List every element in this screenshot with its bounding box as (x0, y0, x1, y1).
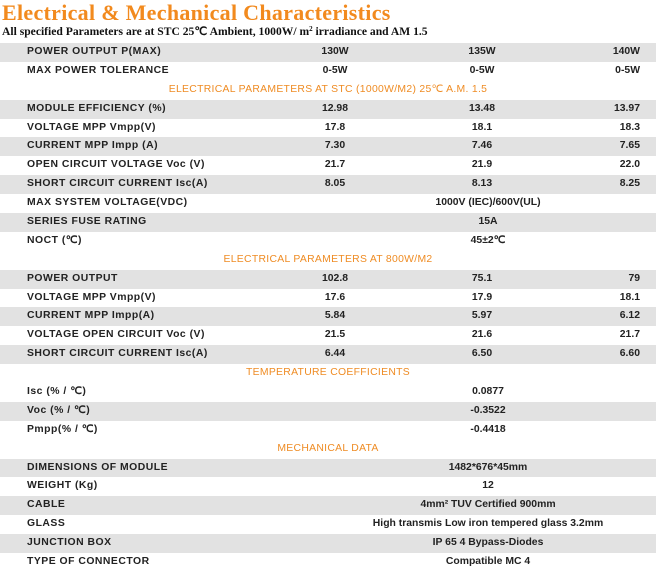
spec-value-1: 17.6 (324, 291, 346, 303)
spec-row (0, 100, 656, 119)
spec-value-shared: 0.0877 (472, 386, 504, 398)
spec-row (0, 345, 656, 364)
spec-row (0, 194, 656, 213)
spec-row (0, 270, 656, 289)
spec-value-1: 7.30 (324, 140, 346, 152)
spec-label: MAX POWER TOLERANCE (27, 64, 170, 76)
spec-label: SERIES FUSE RATING (27, 216, 147, 228)
spec-value-shared: High transmis Low iron tempered glass 3.2mm (372, 518, 604, 530)
spec-value-shared: 45±2℃ (470, 234, 506, 246)
subtitle (2, 24, 428, 38)
spec-row (0, 421, 656, 440)
spec-value-shared: 1482*676*45mm (448, 461, 528, 473)
subtitle-superscript: 2 (309, 25, 313, 33)
spec-label: VOLTAGE MPP Vmpp(V) (27, 291, 156, 303)
spec-row (0, 459, 656, 478)
spec-row (0, 326, 656, 345)
spec-value-1: 0-5W (322, 64, 348, 76)
spec-row (0, 477, 656, 496)
spec-value-1: 5.84 (324, 310, 346, 322)
spec-value-shared: -0.4418 (470, 423, 506, 435)
spec-label: MODULE EFFICIENCY (%) (27, 102, 167, 114)
spec-label: MAX SYSTEM VOLTAGE(VDC) (27, 197, 188, 209)
spec-row (0, 402, 656, 421)
spec-value-2: 13.48 (468, 102, 496, 114)
spec-value-3: 13.97 (613, 102, 640, 114)
spec-value-3: 8.25 (619, 178, 640, 190)
spec-value-2: 21.9 (471, 159, 493, 171)
spec-value-1: 130W (321, 46, 349, 57)
spec-row (0, 43, 656, 62)
spec-value-2: 8.13 (471, 178, 493, 190)
spec-value-shared: 1000V (IEC)/600V(UL) (435, 197, 541, 209)
spec-label: Pmpp(% / ℃) (27, 423, 98, 435)
spec-value-shared: 12 (482, 480, 494, 492)
spec-value-2: 5.97 (471, 310, 493, 322)
spec-row (0, 156, 656, 175)
spec-value-1: 8.05 (324, 178, 346, 190)
spec-value-3: 18.1 (619, 291, 640, 303)
spec-label: JUNCTION BOX (27, 537, 112, 549)
spec-value-3: 6.12 (619, 310, 640, 322)
spec-label: DIMENSIONS OF MODULE (27, 461, 169, 473)
spec-value-2: 6.50 (471, 348, 493, 360)
spec-value-shared: 4mm² TUV Certified 900mm (420, 499, 556, 511)
spec-value-shared: 15A (478, 216, 498, 228)
spec-row (0, 383, 656, 402)
spec-value-1: 102.8 (321, 272, 349, 284)
spec-value-2: 0-5W (469, 64, 495, 76)
spec-value-3: 140W (612, 46, 640, 57)
spec-value-shared: Compatible MC 4 (445, 556, 531, 568)
spec-row (0, 213, 656, 232)
spec-row (0, 119, 656, 138)
spec-value-2: 17.9 (471, 291, 493, 303)
spec-value-2: 21.6 (471, 329, 493, 341)
spec-value-1: 12.98 (321, 102, 349, 114)
spec-value-shared: -0.3522 (470, 404, 506, 416)
spec-row (0, 553, 656, 572)
spec-row (0, 307, 656, 326)
spec-table (0, 43, 656, 572)
section-title: ELECTRICAL PARAMETERS AT STC (1000W/M2) 25℃ A.M. 1.5 (168, 83, 488, 95)
spec-label: NOCT (℃) (27, 234, 82, 246)
spec-value-1: 21.5 (324, 329, 346, 341)
section-title: ELECTRICAL PARAMETERS AT 800W/M2 (223, 253, 433, 265)
spec-label: VOLTAGE OPEN CIRCUIT Voc (V) (27, 329, 205, 341)
spec-row (0, 62, 656, 81)
section-title: TEMPERATURE COEFFICIENTS (245, 367, 411, 379)
spec-label: VOLTAGE MPP Vmpp(V) (27, 121, 156, 133)
spec-value-3: 6.60 (619, 348, 640, 360)
spec-label: CURRENT MPP Impp (A) (27, 140, 159, 152)
spec-label: SHORT CIRCUIT CURRENT Isc(A) (27, 178, 208, 190)
spec-row (0, 232, 656, 251)
spec-value-1: 6.44 (324, 348, 346, 360)
spec-value-1: 17.8 (324, 121, 346, 133)
section-header-row (0, 440, 656, 459)
spec-row (0, 175, 656, 194)
spec-label: CURRENT MPP Impp(A) (27, 310, 155, 322)
spec-label: GLASS (27, 518, 66, 530)
spec-label: SHORT CIRCUIT CURRENT Isc(A) (27, 348, 208, 360)
spec-value-2: 135W (468, 46, 496, 57)
spec-value-2: 7.46 (471, 140, 493, 152)
spec-label: POWER OUTPUT (27, 272, 118, 284)
spec-value-2: 18.1 (471, 121, 493, 133)
spec-label: OPEN CIRCUIT VOLTAGE Voc (V) (27, 159, 205, 171)
spec-value-3: 21.7 (619, 329, 640, 341)
spec-label: TYPE OF CONNECTOR (27, 556, 150, 568)
page-title: Electrical & Mechanical Characteristics (2, 0, 391, 25)
section-title: MECHANICAL DATA (277, 442, 379, 454)
spec-label: Voc (% / ℃) (27, 404, 91, 416)
spec-value-3: 0-5W (615, 64, 640, 76)
subtitle-text-end: irradiance and AM 1.5 (312, 25, 428, 38)
spec-value-3: 7.65 (619, 140, 640, 152)
spec-row (0, 496, 656, 515)
section-header-row (0, 364, 656, 383)
spec-label: Isc (% / ℃) (27, 386, 87, 398)
spec-row (0, 137, 656, 156)
section-header-row (0, 251, 656, 270)
spec-value-3: 22.0 (619, 159, 640, 171)
subtitle-text: All specified Parameters are at STC 25℃ Ambient, 1000W/ m (2, 25, 310, 38)
spec-row (0, 515, 656, 534)
spec-value-1: 21.7 (324, 159, 346, 171)
spec-label: WEIGHT (Kg) (27, 480, 98, 492)
spec-row (0, 534, 656, 553)
spec-label: POWER OUTPUT P(MAX) (27, 46, 162, 57)
section-header-row (0, 81, 656, 100)
spec-value-3: 79 (628, 272, 640, 284)
spec-value-2: 75.1 (471, 272, 493, 284)
spec-value-3: 18.3 (619, 121, 640, 133)
spec-value-shared: IP 65 4 Bypass-Diodes (432, 537, 544, 549)
spec-row (0, 289, 656, 308)
spec-label: CABLE (27, 499, 66, 511)
